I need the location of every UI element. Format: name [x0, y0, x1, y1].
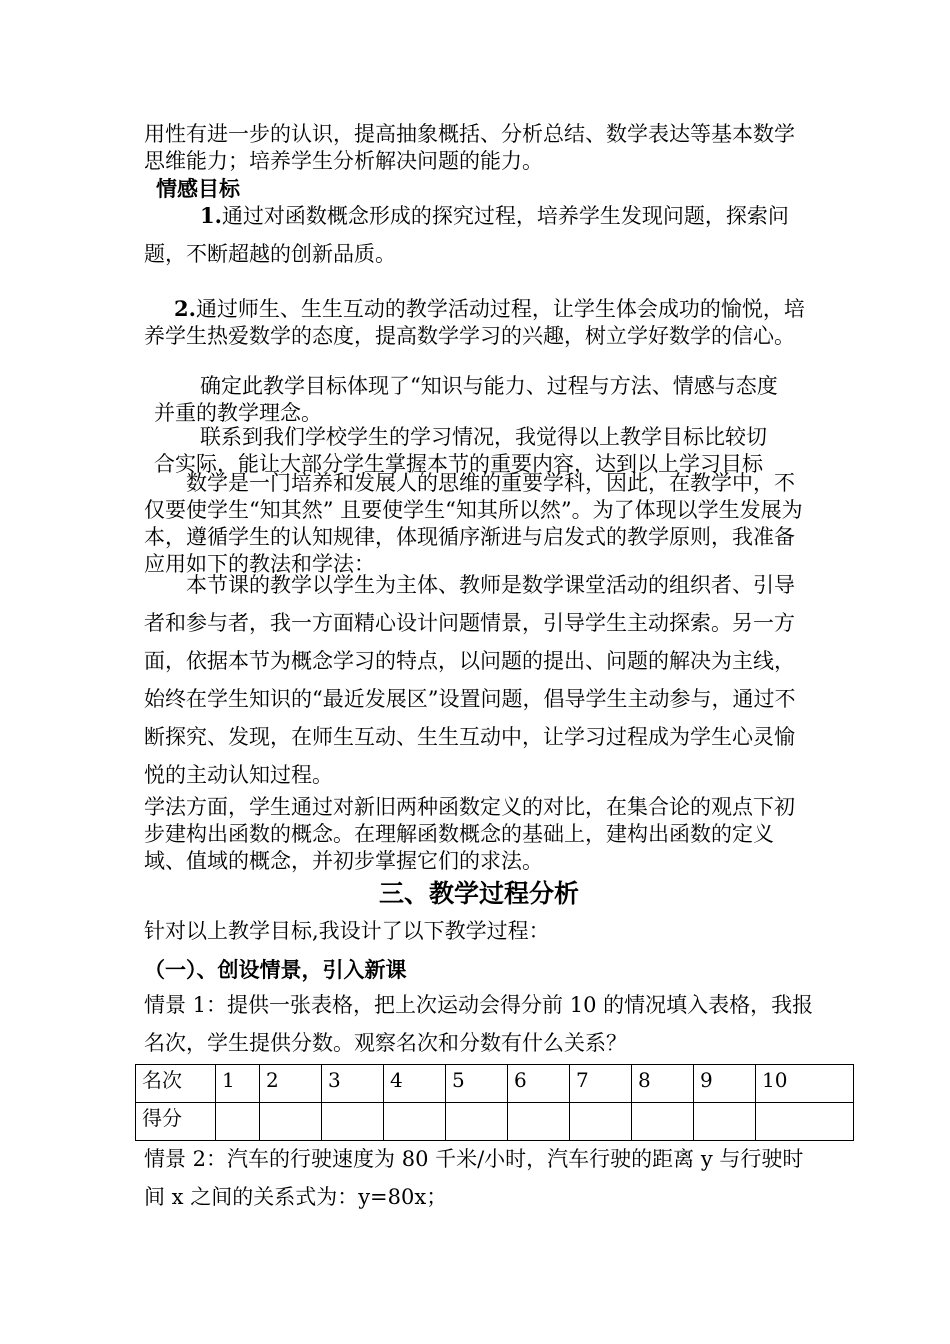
subsection-title: （一）、创设情景，引入新课	[144, 957, 407, 982]
score-cell	[384, 1103, 446, 1141]
rank-cell: 7	[570, 1065, 632, 1103]
score-cell	[322, 1103, 384, 1141]
paragraph-line: 合实际，能让大部分学生掌握本节的重要内容，达到以上学习目标	[154, 452, 763, 476]
emotion-goal-2	[144, 295, 814, 350]
goal-number: 1.	[200, 203, 222, 228]
row-label-score: 得分	[136, 1103, 216, 1141]
paragraph-math: 数学是一门培养和发展人的思维的重要学科，因此，在教学中，不仅要使学生“知其然” 且要使学生“知其所以然”。为了体现以学生发展为本，遵循学生的认知规律，体现循序渐进与启发式的教学原则，我准备应用如下的教法和学法：	[144, 471, 803, 576]
paragraph-confirm	[144, 373, 814, 427]
goal-text: 通过师生、生生互动的教学活动过程，让学生体会成功的愉悦，培养学生热爱数学的态度，提高数学学习的兴趣，树立学好数学的信心。	[144, 297, 805, 348]
section-title: 三、教学过程分析	[378, 879, 579, 908]
rank-cell: 8	[632, 1065, 694, 1103]
paragraph-ability: 用性有进一步的认识，提高抽象概括、分析总结、数学表达等基本数学思维能力；培养学生分析解决问题的能力。	[144, 122, 795, 173]
score-cell	[694, 1103, 756, 1141]
paragraph-line: 并重的教学理念。	[154, 401, 322, 425]
table-row	[136, 1103, 854, 1141]
score-table	[135, 1064, 854, 1141]
goal-text: 通过对函数概念形成的探究过程，培养学生发现问题，探索问题，不断超越的创新品质。	[144, 204, 789, 266]
score-cell	[632, 1103, 694, 1141]
row-label-rank: 名次	[136, 1065, 216, 1103]
rank-cell: 1	[216, 1065, 260, 1103]
scene-2: 情景 2：汽车的行驶速度为 80 千米/小时，汽车行驶的距离 y 与行驶时间 x 之间的关系式为：y=80x；	[144, 1147, 804, 1209]
table-row	[136, 1065, 854, 1103]
score-cell	[756, 1103, 854, 1141]
rank-cell: 10	[756, 1065, 854, 1103]
scene-1: 情景 1：提供一张表格，把上次运动会得分前 10 的情况填入表格，我报名次，学生提供分数。观察名次和分数有什么关系？	[144, 993, 814, 1055]
emotion-goal-title: 情感目标	[156, 176, 240, 201]
rank-cell: 2	[260, 1065, 322, 1103]
rank-cell: 4	[384, 1065, 446, 1103]
score-cell	[508, 1103, 570, 1141]
score-cell	[446, 1103, 508, 1141]
rank-cell: 3	[322, 1065, 384, 1103]
rank-cell: 9	[694, 1065, 756, 1103]
paragraph-line: 联系到我们学校学生的学习情况，我觉得以上教学目标比较切	[200, 425, 767, 449]
rank-cell: 6	[508, 1065, 570, 1103]
paragraph-learning-method: 学法方面，学生通过对新旧两种函数定义的对比，在集合论的观点下初步建构出函数的概念。在理解函数概念的基础上，建构出函数的定义域、值域的概念，并初步掌握它们的求法。	[144, 795, 795, 873]
goal-number: 2.	[174, 296, 196, 321]
emotion-goal-1	[144, 197, 814, 273]
paragraph-line: 确定此教学目标体现了“知识与能力、过程与方法、情感与态度	[200, 374, 778, 398]
score-cell	[216, 1103, 260, 1141]
section-intro: 针对以上教学目标,我设计了以下教学过程：	[144, 919, 550, 943]
score-cell	[570, 1103, 632, 1141]
rank-cell: 5	[446, 1065, 508, 1103]
paragraph-teaching-method: 本节课的教学以学生为主体、教师是数学课堂活动的组织者、引导者和参与者，我一方面精心设计问题情景，引导学生主动探索。另一方面，依据本节为概念学习的特点，以问题的提出、问题的解决为主线，始终在学生知识的“最近发展区”设置问题，倡导学生主动参与，通过不断探究、发现，在师生互动、生生互动中，让学习过程成为学生心灵愉悦的主动认知过程。	[144, 573, 796, 787]
score-cell	[260, 1103, 322, 1141]
